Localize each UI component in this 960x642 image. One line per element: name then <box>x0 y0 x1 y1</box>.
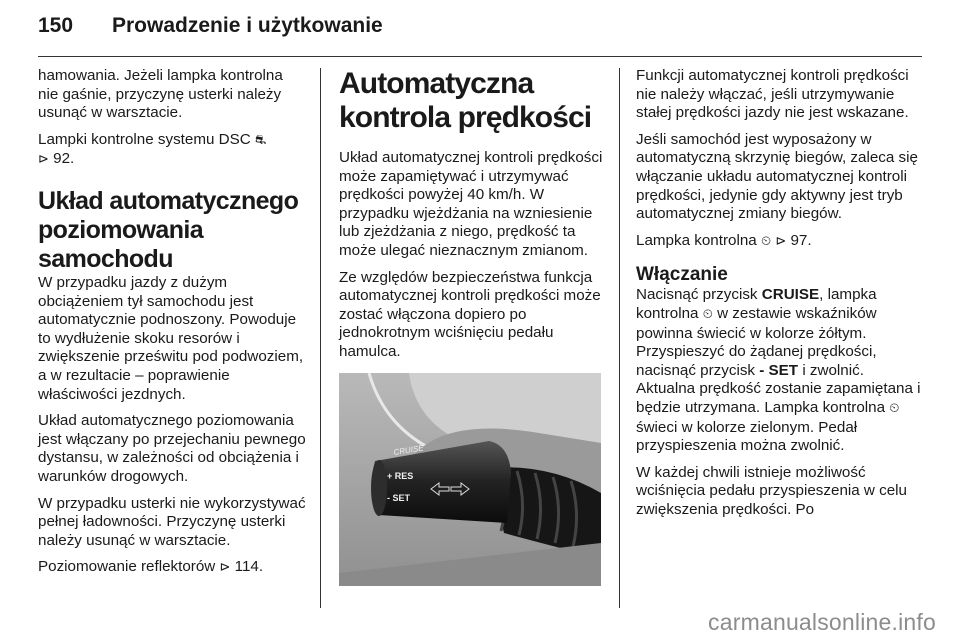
paragraph-text: Nacisnąć przycisk <box>636 286 758 304</box>
paragraph-text: świeci w kolorze zielonym. Pedał przyspieszenia można zwolnić. <box>636 418 858 455</box>
dsc-warning-icon: ⛐ <box>254 132 267 148</box>
paragraph: W przypadku usterki nie wykorzystywać pełnej ładowności. Przyczynę usterki należy usunąć w warsztacie. <box>38 494 306 549</box>
subsection-heading: Włączanie <box>636 264 728 286</box>
stalk-res-label: + RES <box>387 471 414 481</box>
cruise-lamp-reference <box>636 232 922 252</box>
switching-on-paragraph <box>636 286 922 455</box>
column-divider-2 <box>619 68 620 608</box>
paragraph: hamowania. Jeżeli lampka kontrolna nie gaśnie, przyczynę usterki należy usunąć w warsztacie. <box>38 67 283 122</box>
column-3 <box>636 67 922 527</box>
chapter-heading: Automatyczna kontrola prędkości <box>339 67 592 134</box>
column-1 <box>38 67 306 586</box>
page-reference: 114. <box>234 558 264 576</box>
page-reference: 97. <box>790 231 812 249</box>
headlight-reference <box>38 558 306 578</box>
cruise-control-lamp-icon: ⏲ <box>760 233 772 249</box>
stalk-cruise-label: CRUISE <box>392 443 425 457</box>
cruise-button-label: CRUISE <box>761 286 820 304</box>
section-heading: Układ automatycznego poziomowania samochodu <box>38 186 299 273</box>
paragraph: W przypadku jazdy z dużym obciążeniem tył samochodu jest automatycznie podnoszony. Powoduje to wydłużenie skoku resorów i zwiększenie prześwitu pod podwoziem, a w rezultacie – poprawienie właściwości jezdnych. <box>38 273 304 403</box>
paragraph-text: Lampka kontrolna <box>636 231 757 249</box>
paragraph: Jeśli samochód jest wyposażony w automatyczną skrzynię biegów, zaleca się włączanie układu automatycznej kontroli prędkości, jedynie gdy aktywny jest tryb automatycznej zmiany biegów. <box>636 130 918 223</box>
paragraph-text: i zwolnić. Aktualna prędkość zostanie zapamiętana i będzie utrzymana. Lampka kontrolna <box>636 361 921 416</box>
watermark: carmanualsonline.info <box>708 609 936 635</box>
set-button-label: - SET <box>759 361 799 379</box>
cruise-control-stalk-photo <box>339 373 601 586</box>
page-title: Prowadzenie i użytkowanie <box>112 14 383 37</box>
paragraph: Układ automatycznego poziomowania jest włączany po przejechaniu pewnego dystansu, w zależności od obciążenia i warunków drogowych. <box>38 412 306 485</box>
paragraph-text: , lampka kontrolna <box>636 286 877 322</box>
column-divider-1 <box>320 68 321 608</box>
cruise-control-lamp-icon: ⏲ <box>702 306 713 322</box>
page-reference-icon: ⊳ <box>219 560 231 576</box>
paragraph: Układ automatycznej kontroli prędkości może zapamiętywać i utrzymywać prędkości powyżej 40 km/h. W przypadku wjeżdżania na wzniesienie lub zjeżdżania z niego, prędkość ta może ulegać nieznacznym zmianom. <box>339 149 603 259</box>
cruise-control-lamp-icon: ⏲ <box>889 400 900 416</box>
page-reference-icon: ⊳ <box>775 233 787 249</box>
page-header <box>38 14 383 46</box>
paragraph: W każdej chwili istnieje możliwość wciśnięcia pedału przyspieszenia w celu zwiększenia prędkości. Po <box>636 463 907 518</box>
column-2 <box>339 67 605 370</box>
page-number: 150 <box>38 14 74 37</box>
paragraph-text: w zestawie wskaźników powinna świecić w kolorze żółtym. Przyspieszyć do żądanej prędkości, nacisnąć przycisk <box>636 304 877 379</box>
paragraph: Ze względów bezpieczeństwa funkcja automatycznej kontroli prędkości może zostać włączona dopiero po jednokrotnym wciśnięciu pedału hamulca. <box>339 268 601 360</box>
paragraph: Funkcji automatycznej kontroli prędkości nie należy włączać, jeśli utrzymywanie stałej prędkości jazdy nie jest wskazane. <box>636 67 909 122</box>
stalk-set-label: - SET <box>387 493 411 503</box>
paragraph-text: Lampki kontrolne systemu DSC <box>38 130 251 148</box>
paragraph-text: Poziomowanie reflektorów <box>38 558 216 576</box>
page-reference-icon: ⊳ <box>38 152 49 168</box>
page-reference: 92. <box>53 150 75 168</box>
header-rule <box>38 56 922 57</box>
dsc-reference <box>38 131 306 170</box>
